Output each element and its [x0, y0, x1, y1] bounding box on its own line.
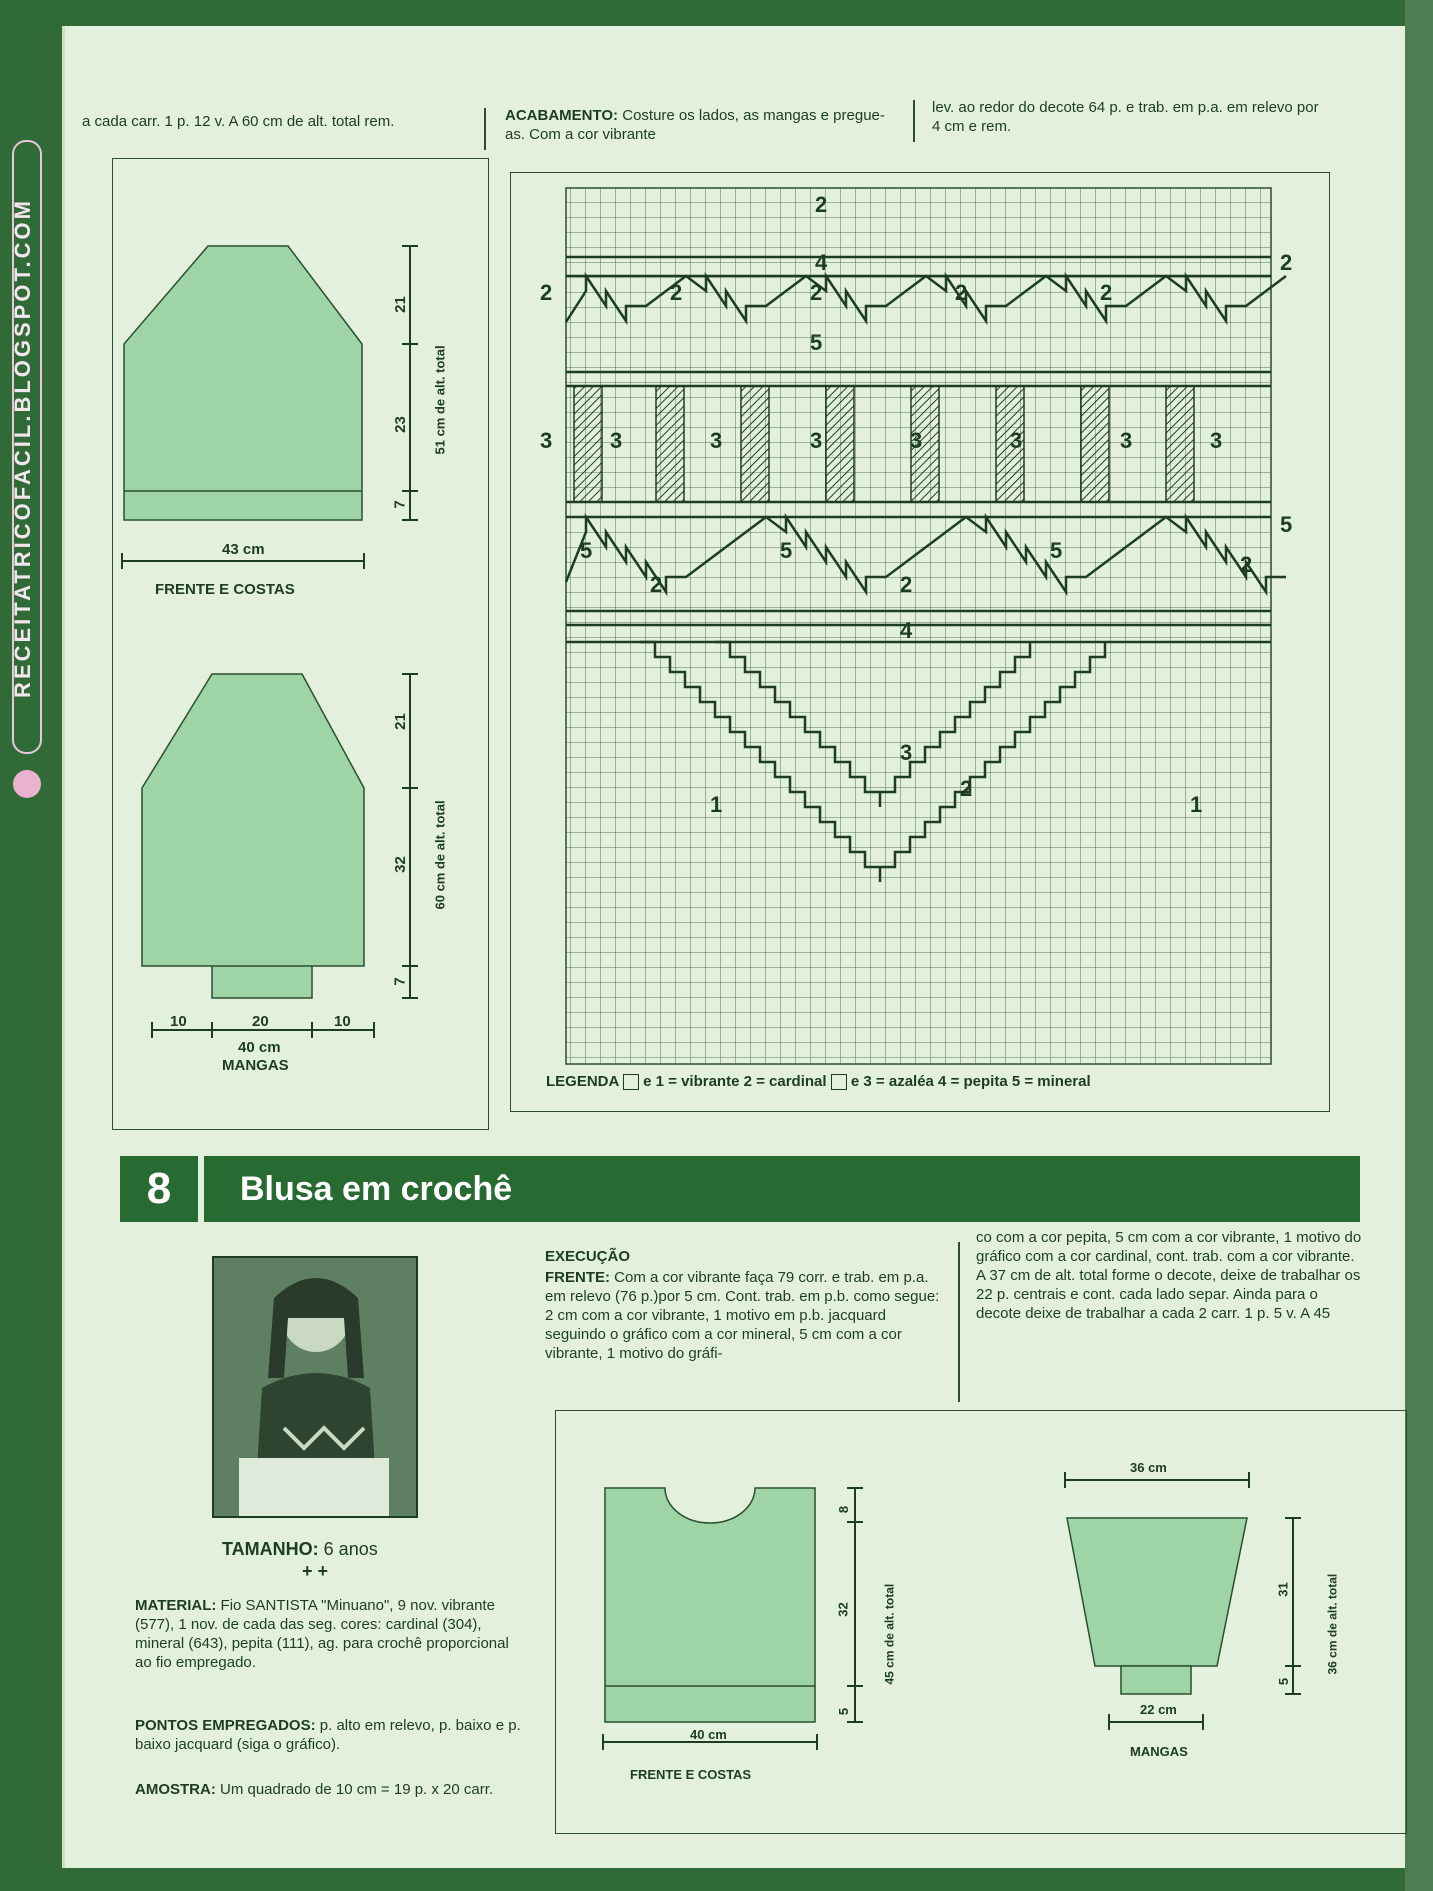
front8-total: 45 cm de alt. total: [882, 1583, 897, 1685]
tamanho-value: 6 anos: [323, 1539, 378, 1559]
sleeve-dim-20: 20: [252, 1013, 269, 1030]
sleeve-width-label: 40 cm: [238, 1039, 281, 1056]
sleeve8-total: 36 cm de alt. total: [1325, 1573, 1340, 1675]
sleeve-dim-32: 32: [391, 856, 409, 873]
sleeve-total-height: 60 cm de alt. total: [432, 800, 448, 910]
amostra-text: Um quadrado de 10 cm = 19 p. x 20 carr.: [220, 1781, 494, 1798]
yarn-ball-icon: [13, 770, 41, 798]
material-label: MATERIAL:: [135, 1597, 217, 1614]
chart-number: 3: [910, 428, 923, 453]
watermark-label: [8, 140, 42, 760]
front-dim-23: 23: [391, 416, 409, 433]
amostra-label: AMOSTRA:: [135, 1781, 216, 1798]
chart-number: 2: [670, 280, 683, 305]
sleeve8-dim-31: 31: [1275, 1582, 1291, 1597]
chart-number: 2: [955, 280, 968, 305]
sleeve8-cuff: [1121, 1666, 1191, 1694]
legend-text-2: e 3 = azaléa 4 = pepita 5 = mineral: [850, 1073, 1091, 1090]
hatched-column: [1166, 386, 1194, 502]
top-text-col3: lev. ao redor do decote 64 p. e trab. em p.a. em relevo por 4 cm e rem.: [932, 99, 1319, 135]
page-footer: NINA 31: [1332, 1852, 1393, 1869]
front-back-label: FRENTE E COSTAS: [155, 581, 295, 598]
execucao-label: EXECUÇÃO: [545, 1248, 631, 1265]
chart-number: 2: [540, 280, 553, 305]
hatched-column: [1081, 386, 1109, 502]
photo-illustration: [214, 1258, 416, 1516]
pontos-text: p. alto em relevo, p. baixo e p. baixo jacquard (siga o gráfico).: [135, 1717, 521, 1753]
child-photo: [212, 1256, 418, 1518]
front-width-label: 43 cm: [222, 541, 265, 558]
frente-label: FRENTE:: [545, 1269, 610, 1286]
front-back-shape: [124, 246, 362, 520]
acabamento-label: ACABAMENTO:: [505, 107, 619, 124]
column-divider: [913, 100, 915, 142]
chart-number: 5: [580, 538, 593, 563]
front8-width: 40 cm: [690, 1727, 727, 1742]
chart-number: 3: [810, 428, 823, 453]
amostra-paragraph: [135, 1780, 525, 1799]
watermark-text: RECEITATRICOFACIL.BLOGSPOT.COM: [10, 198, 35, 698]
sleeve-dim-10a: 10: [170, 1013, 187, 1030]
frente-text: Com a cor vibrante faça 79 corr. e trab. em p.a. em relevo (76 p.)por 5 cm. Cont. trab. em p.b. como segue: 2 cm com a cor vibrante, 1 motivo em p.b. jacquard seguindo o gráfico com a cor mineral, 5 cm com a cor vibrante, 1 motivo do gráfi-: [545, 1269, 940, 1362]
column-divider: [958, 1242, 960, 1402]
section-number: 8: [120, 1156, 204, 1222]
sleeve8-dim-5: 5: [1276, 1677, 1292, 1686]
chart-number: 2: [900, 572, 913, 597]
hatched-column: [574, 386, 602, 502]
chart-number: 3: [900, 740, 913, 765]
page-spine: [1405, 0, 1433, 1891]
chart-number: 2: [960, 776, 973, 801]
sleeve8-shape: [1067, 1518, 1247, 1666]
chart-number: 2: [1100, 280, 1113, 305]
chart-number: 2: [810, 280, 823, 305]
chart-number: 3: [540, 428, 553, 453]
chart-number: 5: [1280, 512, 1293, 537]
pontos-paragraph: [135, 1716, 525, 1754]
hatched-column: [656, 386, 684, 502]
sleeve-dim-10b: 10: [334, 1013, 351, 1030]
section-header: [120, 1156, 1360, 1222]
material-paragraph: [135, 1596, 525, 1672]
difficulty-marks: + +: [302, 1561, 329, 1581]
chart-number: 5: [780, 538, 793, 563]
chart-number: 2: [1240, 552, 1253, 577]
tamanho-label: TAMANHO:: [222, 1539, 319, 1559]
column-divider: [484, 108, 486, 150]
hatched-column: [741, 386, 769, 502]
chart-number: 2: [650, 572, 663, 597]
chart-number: 3: [710, 428, 723, 453]
chart-number: 5: [810, 330, 823, 355]
sleeve8-bottom-width: 22 cm: [1140, 1702, 1177, 1717]
chart-number: 1: [710, 792, 723, 817]
pontos-label: PONTOS EMPREGADOS:: [135, 1717, 316, 1734]
frente-paragraph: [545, 1268, 940, 1363]
front8-shape: [605, 1488, 815, 1722]
legend-row: [546, 1072, 1091, 1091]
legend-wave-icon: [831, 1074, 847, 1090]
sleeve-dim-7: 7: [391, 977, 409, 986]
hatched-column: [826, 386, 854, 502]
front-dim-7: 7: [391, 500, 409, 509]
material-text: Fio SANTISTA "Minuano", 9 nov. vibrante (577), 1 nov. de cada das seg. cores: cardinal (304), mineral (643), pepita (111), ag. para crochê proporcional ao fio empregado.: [135, 1597, 509, 1671]
chart-number: 2: [1280, 250, 1293, 275]
chart-number: 5: [1050, 538, 1063, 563]
chart-number: 4: [900, 618, 913, 643]
sleeve-dim-21: 21: [391, 713, 409, 730]
chart-number: 3: [610, 428, 623, 453]
front8-dim-5: 5: [836, 1707, 852, 1716]
front8-label: FRENTE E COSTAS: [630, 1767, 752, 1782]
sleeve8-label: MANGAS: [1130, 1744, 1188, 1759]
jacquard-chart: [510, 172, 1328, 1110]
front8-dim-8: 8: [836, 1505, 852, 1514]
legend-label: LEGENDA: [546, 1073, 619, 1090]
legend-slash-icon: [623, 1074, 639, 1090]
front8-dim-32: 32: [835, 1602, 851, 1617]
chart-number: 4: [815, 250, 828, 275]
top-text-col2: [505, 106, 895, 144]
right-column-text: co com a cor pepita, 5 cm com a cor vibrante, 1 motivo do gráfico com a cor cardinal, cont. trab. com a cor vibrante. A 37 cm de alt. total forme o decote, deixe de trabalhar os 22 p. centrais e cont. cada lado separ. Ainda para o decote deixe de trabalhar a cada 2 carr. 1 p. 5 v. A 45: [976, 1229, 1362, 1322]
sleeve-shape: [142, 674, 364, 998]
sleeve8-top-width: 36 cm: [1130, 1460, 1167, 1475]
chart-number: 2: [815, 192, 828, 217]
legend-text-1: e 1 = vibrante 2 = cardinal: [643, 1073, 827, 1090]
sleeve-label: MANGAS: [222, 1057, 289, 1074]
chart-number: 3: [1120, 428, 1133, 453]
tamanho-line: [222, 1540, 378, 1559]
chart-number: 1: [1190, 792, 1203, 817]
acabamento-text: Costure os lados, as mangas e pregue-as. Com a cor vibrante: [505, 107, 885, 143]
chart-number: 3: [1010, 428, 1023, 453]
front-dim-21: 21: [391, 296, 409, 313]
section-title: Blusa em crochê: [240, 1170, 513, 1208]
top-text-col1: a cada carr. 1 p. 12 v. A 60 cm de alt. total rem.: [82, 113, 395, 130]
front-sleeve-diagrams: [112, 158, 487, 1128]
front-total-height: 51 cm de alt. total: [432, 345, 448, 455]
chart-number: 3: [1210, 428, 1223, 453]
